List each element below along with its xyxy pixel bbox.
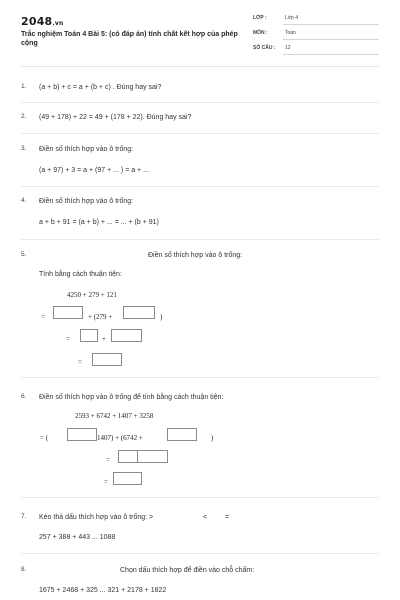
question-text: Điền số thích hợp vào ô trống: [39, 198, 134, 205]
question-text: Điền số thích hợp vào ô trống: [39, 146, 134, 153]
equals-sign: = [106, 456, 110, 464]
question-subtext: Tính bằng cách thuận tiện: [39, 271, 122, 278]
answer-box[interactable] [92, 353, 122, 366]
question-divider [21, 186, 379, 187]
close-paren: ) [211, 434, 214, 442]
question-text: Chọn dấu thích hợp để điền vào chỗ chấm: [120, 567, 255, 574]
question-divider [21, 377, 379, 378]
question-number: 2. [21, 113, 27, 120]
equals-sign: = [41, 313, 45, 321]
question-divider [21, 239, 379, 240]
close-paren: ) [160, 313, 163, 321]
meta-class-key: LỚP : [253, 15, 267, 21]
answer-box[interactable] [118, 450, 138, 463]
meta-subject-value: Toán [285, 30, 296, 36]
answer-box[interactable] [167, 428, 197, 441]
answer-box[interactable] [67, 428, 97, 441]
expression-fragment: + (279 + [88, 313, 113, 321]
question-text: Điền số thích hợp vào ô trống để tính bằng cách thuận tiện: [39, 394, 224, 401]
question-text: Kéo thả dấu thích hợp vào ô trống: > [39, 514, 154, 521]
answer-box[interactable] [113, 472, 142, 485]
question-divider [21, 133, 379, 134]
answer-box[interactable] [137, 450, 168, 463]
question-text: (49 + 178) + 22 = 49 + (178 + 22). Đúng hay sai? [39, 114, 192, 121]
meta-class-row [253, 12, 379, 25]
question-expression: a + b + 91 = (a + b) + ... = ... + (b + 91) [39, 219, 159, 226]
site-logo[interactable] [21, 15, 63, 28]
question-divider [21, 497, 379, 498]
question-number: 8. [21, 566, 27, 573]
equals-sign: = [66, 335, 70, 343]
answer-box[interactable] [123, 306, 155, 319]
question-number: 1. [21, 83, 27, 90]
question-text: (a + b) + c = a + (b + c) . Đúng hay sai? [39, 84, 162, 91]
drag-option-less-than[interactable]: < [203, 514, 208, 521]
question-number: 5. [21, 251, 27, 258]
answer-box[interactable] [80, 329, 98, 342]
answer-box[interactable] [53, 306, 83, 319]
logo-text: 2048 [21, 15, 53, 28]
meta-count-row [253, 42, 379, 55]
plus-sign: + [102, 335, 106, 343]
meta-underline [283, 39, 379, 40]
meta-subject-row [253, 27, 379, 40]
equals-sign: = [104, 478, 108, 486]
meta-count-key: SỐ CÂU : [253, 45, 276, 51]
question-divider [21, 102, 379, 103]
meta-count-value: 12 [285, 45, 291, 51]
question-text: Điền số thích hợp vào ô trống: [148, 252, 243, 259]
question-expression: 257 + 388 + 443 ... 1088 [39, 534, 116, 541]
question-expression: (a + 97) + 3 = a + (97 + ... ) = a + ... [39, 167, 149, 174]
question-number: 3. [21, 145, 27, 152]
meta-subject-key: MÔN : [253, 30, 268, 36]
document-title: Trắc nghiệm Toán 4 Bài 5: (có đáp án) tính chất kết hợp của phép cộng [21, 31, 238, 47]
expression-fragment: = ( [40, 434, 49, 442]
question-expression: 2593 + 6742 + 1407 + 3258 [75, 412, 154, 420]
question-expression: 1675 + 2468 + 325 ... 321 + 2178 + 1822 [39, 587, 167, 594]
question-expression: 4250 + 279 + 121 [67, 291, 117, 299]
header-divider [21, 66, 379, 67]
question-divider [21, 553, 379, 554]
meta-underline [283, 24, 379, 25]
meta-underline [283, 54, 379, 55]
drag-option-equals[interactable]: = [225, 514, 230, 521]
meta-class-value: Lớp 4 [285, 15, 299, 21]
question-number: 4. [21, 197, 27, 204]
question-number: 6. [21, 393, 27, 400]
equals-sign: = [78, 358, 82, 366]
logo-suffix: .vn [52, 20, 64, 27]
question-number: 7. [21, 513, 27, 520]
expression-fragment: 1407) + (6742 + [97, 434, 143, 442]
answer-box[interactable] [111, 329, 142, 342]
